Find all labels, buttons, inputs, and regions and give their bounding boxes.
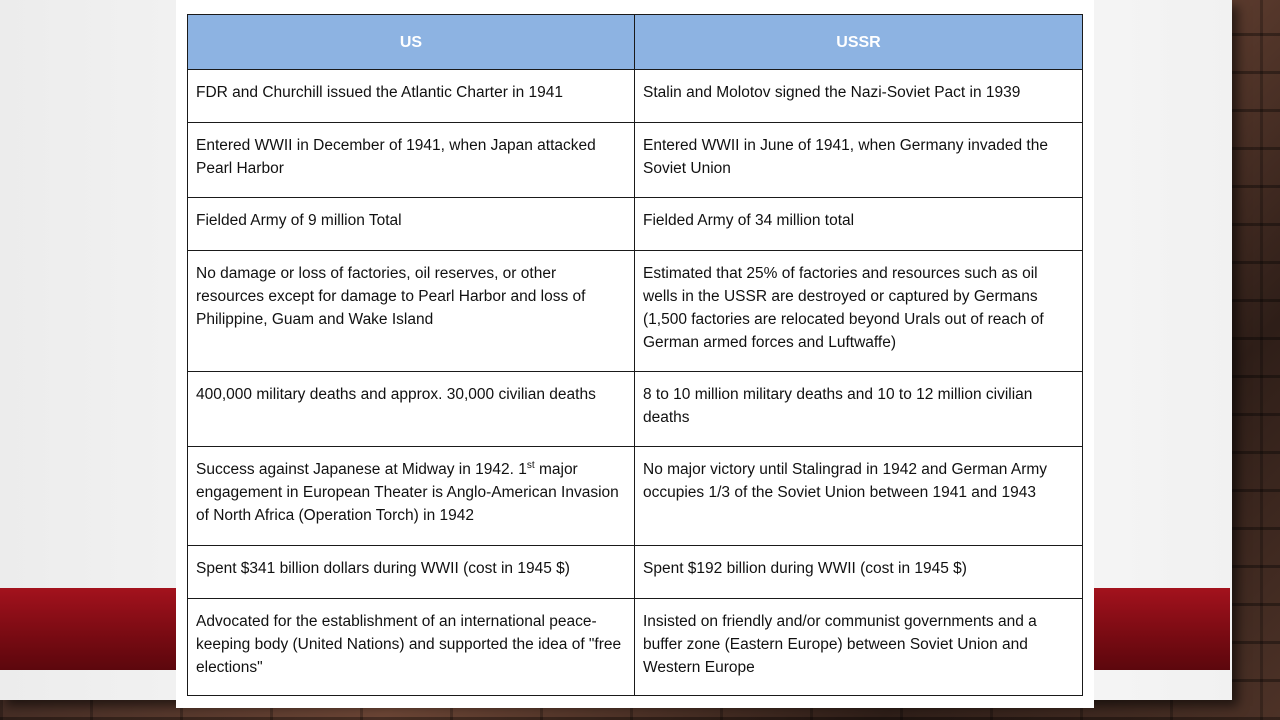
- table-row: [188, 198, 1083, 251]
- cell-us: Advocated for the establishment of an international peace-keeping body (United Nations) and supported the idea of "free elections": [188, 599, 635, 696]
- table-header-row: [188, 15, 1083, 70]
- cell-ussr: Fielded Army of 34 million total: [635, 198, 1083, 251]
- table-row: [188, 251, 1083, 372]
- cell-ussr: Entered WWII in June of 1941, when Germany invaded the Soviet Union: [635, 123, 1083, 198]
- table-row: [188, 447, 1083, 546]
- table-row: [188, 70, 1083, 123]
- cell-ussr: No major victory until Stalingrad in 1942 and German Army occupies 1/3 of the Soviet Union between 1941 and 1943: [635, 447, 1083, 546]
- comparison-table-card: [176, 0, 1094, 708]
- table-row: [188, 546, 1083, 599]
- cell-us: Spent $341 billion dollars during WWII (cost in 1945 $): [188, 546, 635, 599]
- cell-us: Entered WWII in December of 1941, when Japan attacked Pearl Harbor: [188, 123, 635, 198]
- us-ussr-comparison-table: [187, 14, 1083, 696]
- cell-ussr: Insisted on friendly and/or communist governments and a buffer zone (Eastern Europe) between Soviet Union and Western Europe: [635, 599, 1083, 696]
- cell-us-text-part2: major engagement in European Theater is Anglo-American Invasion of North Africa (Operation Torch) in 1942: [196, 461, 619, 524]
- cell-us-text-part1: Success against Japanese at Midway in 1942. 1: [196, 461, 527, 478]
- cell-us: Fielded Army of 9 million Total: [188, 198, 635, 251]
- cell-us: No damage or loss of factories, oil reserves, or other resources except for damage to Pearl Harbor and loss of Philippine, Guam and Wake Island: [188, 251, 635, 372]
- table-row: [188, 599, 1083, 696]
- cell-us: [188, 447, 635, 546]
- cell-ussr: Stalin and Molotov signed the Nazi-Soviet Pact in 1939: [635, 70, 1083, 123]
- table-row: [188, 372, 1083, 447]
- cell-ussr: 8 to 10 million military deaths and 10 to 12 million civilian deaths: [635, 372, 1083, 447]
- cell-ussr: Spent $192 billion during WWII (cost in 1945 $): [635, 546, 1083, 599]
- ordinal-suffix: st: [526, 459, 535, 471]
- header-ussr: USSR: [635, 15, 1083, 70]
- header-us: US: [188, 15, 635, 70]
- cell-us: FDR and Churchill issued the Atlantic Charter in 1941: [188, 70, 635, 123]
- table-row: [188, 123, 1083, 198]
- cell-ussr: Estimated that 25% of factories and resources such as oil wells in the USSR are destroyed or captured by Germans (1,500 factories are relocated beyond Urals out of reach of German armed forces and Luftwaffe): [635, 251, 1083, 372]
- cell-us: 400,000 military deaths and approx. 30,000 civilian deaths: [188, 372, 635, 447]
